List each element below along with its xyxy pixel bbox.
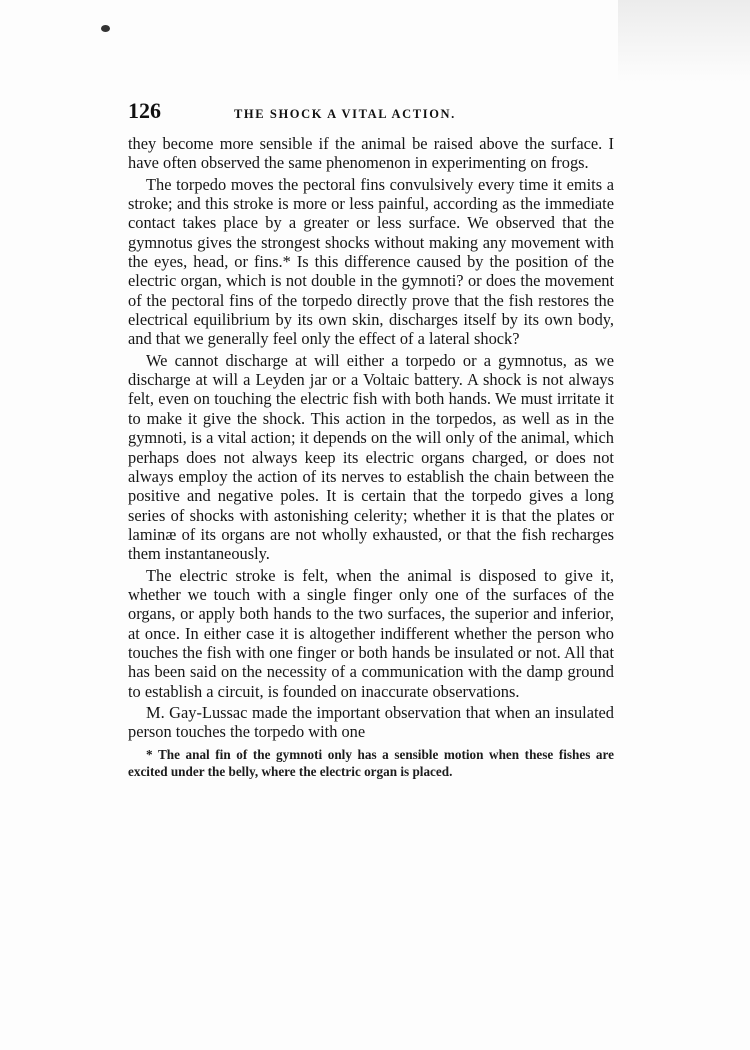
paragraph-torpedo-fins: The torpedo moves the pectoral fins convulsively every time it emits a stroke; and this stroke is more or less painful, according as the immediate contact takes place by a greater or less surface. We observed that the gymnotus gives the strongest shocks without making any movement with the eyes, head, or fins.* Is this difference caused by the position of the electric organ, which is not double in the gymnoti? or does the movement of the pectoral fins of the torpedo directly prove that the fish restores the electrical equilibrium by its own skin, discharges itself by its own body, and that we generally feel only the effect of a lateral shock?	[128, 174, 614, 349]
running-head: THE SHOCK A VITAL ACTION.	[234, 107, 456, 121]
ink-blot	[101, 25, 110, 32]
text-block	[128, 98, 614, 780]
scan-shadow	[618, 0, 750, 82]
page-number: 126	[128, 98, 161, 123]
paragraph-electric-stroke: The electric stroke is felt, when the animal is disposed to give it, whether we touch with a single finger only one of the surfaces of the organs, or apply both hands to the two surfaces, the superior and inferior, at once. In either case it is altogether indifferent whether the person who touches the fish with one finger or both hands be insulated or not. All that has been said on the necessity of a communication with the damp ground to establish a circuit, is founded on inaccurate observations.	[128, 565, 614, 701]
paragraph-vital-action: We cannot discharge at will either a torpedo or a gymnotus, as we discharge at will a Leyden jar or a Voltaic battery. A shock is not always felt, even on touching the electric fish with both hands. We must irritate it to make it give the shock. This action in the torpedos, as well as in the gymnoti, is a vital action; it depends on the will only of the animal, which perhaps does not always keep its electric organs charged, or does not always employ the action of its nerves to establish the chain between the positive and negative poles. It is certain that the torpedo gives a long series of shocks with astonishing celerity; whether it is that the plates or laminæ of its organs are not wholly exhausted, or that the fish recharges them instantaneously.	[128, 350, 614, 564]
paragraph-continuation: they become more sensible if the animal be raised above the surface. I have often observed the same phenomenon in experimenting on frogs.	[128, 134, 614, 173]
paragraph-gay-lussac: M. Gay-Lussac made the important observation that when an insulated person touches the torpedo with one	[128, 702, 614, 742]
footnote: * The anal fin of the gymnoti only has a sensible motion when these fishes are excited under the belly, where the electric organ is placed.	[128, 746, 614, 779]
page-header	[128, 98, 614, 134]
